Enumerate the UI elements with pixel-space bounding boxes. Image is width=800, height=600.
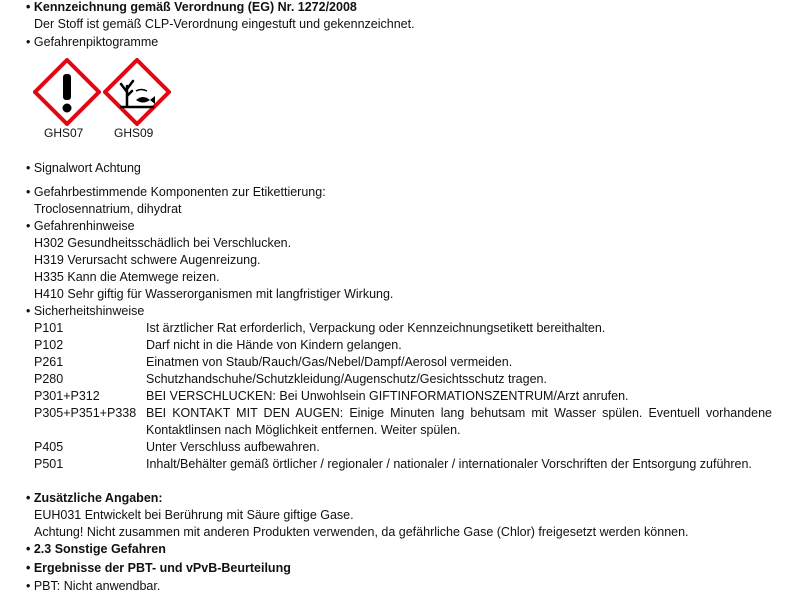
- precautionary-text: Inhalt/Behälter gemäß örtlicher / regionaler / nationaler / internationaler Vorschriften der Entsorgung zuführen.: [146, 457, 752, 471]
- pictogram-label-ghs09: GHS09: [114, 126, 154, 140]
- pictograms-heading: • Gefahrenpiktogramme: [26, 35, 159, 49]
- precautionary-statements-heading: • Sicherheitshinweise: [26, 304, 145, 318]
- components-heading: • Gefahrbestimmende Komponenten zur Etikettierung:: [26, 185, 326, 199]
- hazard-statements-heading: • Gefahrenhinweise: [26, 219, 135, 233]
- precautionary-code: P102: [34, 338, 64, 352]
- precautionary-text: Einatmen von Staub/Rauch/Gas/Nebel/Dampf/Aerosol vermeiden.: [146, 355, 513, 369]
- precautionary-code: P261: [34, 355, 64, 369]
- components-text: Troclosennatrium, dihydrat: [34, 202, 182, 216]
- labelling-text: Der Stoff ist gemäß CLP-Verordnung eingestuft und gekennzeichnet.: [34, 17, 415, 31]
- section-title-labelling: • Kennzeichnung gemäß Verordnung (EG) Nr. 1272/2008: [26, 0, 357, 14]
- pictogram-label-ghs07: GHS07: [44, 126, 84, 140]
- precautionary-text: Schutzhandschuhe/Schutzkleidung/Augenschutz/Gesichtsschutz tragen.: [146, 372, 547, 386]
- precautionary-code: P280: [34, 372, 64, 386]
- pbt-text: • PBT: Nicht anwendbar.: [26, 579, 161, 593]
- hazard-statement: H302 Gesundheitsschädlich bei Verschlucken.: [34, 236, 292, 250]
- pbt-heading: • Ergebnisse der PBT- und vPvB-Beurteilung: [26, 561, 291, 575]
- precautionary-code: P301+P312: [34, 389, 100, 403]
- hazard-statement: H319 Verursacht schwere Augenreizung.: [34, 253, 261, 267]
- precautionary-text: BEI VERSCHLUCKEN: Bei Unwohlsein GIFTINFORMATIONSZENTRUM/Arzt anrufen.: [146, 389, 629, 403]
- precautionary-code: P101: [34, 321, 64, 335]
- precautionary-code: P305+P351+P338: [34, 406, 137, 420]
- hazard-statement: H410 Sehr giftig für Wasserorganismen mit langfristiger Wirkung.: [34, 287, 394, 301]
- additional-info-line: Achtung! Nicht zusammen mit anderen Produkten verwenden, da gefährliche Gase (Chlor) freigesetzt werden können.: [34, 525, 689, 539]
- exclamation-mark-icon: [33, 58, 101, 126]
- precautionary-text: Unter Verschluss aufbewahren.: [146, 440, 320, 454]
- hazard-statement: H335 Kann die Atemwege reizen.: [34, 270, 220, 284]
- environment-hazard-icon: [103, 58, 171, 126]
- precautionary-text: BEI KONTAKT MIT DEN AUGEN: Einige Minuten lang behutsam mit Wasser spülen. Eventuell vorhandene Kontaktlinsen nach Möglichkeit entfernen. Weiter spülen.: [146, 406, 772, 437]
- additional-info-heading: • Zusätzliche Angaben:: [26, 491, 163, 505]
- additional-info-line: EUH031 Entwickelt bei Berührung mit Säure giftige Gase.: [34, 508, 354, 522]
- precautionary-text: Darf nicht in die Hände von Kindern gelangen.: [146, 338, 402, 352]
- precautionary-text: Ist ärztlicher Rat erforderlich, Verpackung oder Kennzeichnungsetikett bereithalten.: [146, 321, 606, 335]
- precautionary-code: P501: [34, 457, 64, 471]
- signal-word: • Signalwort Achtung: [26, 161, 141, 175]
- precautionary-code: P405: [34, 440, 64, 454]
- section-title-other-hazards: • 2.3 Sonstige Gefahren: [26, 542, 166, 556]
